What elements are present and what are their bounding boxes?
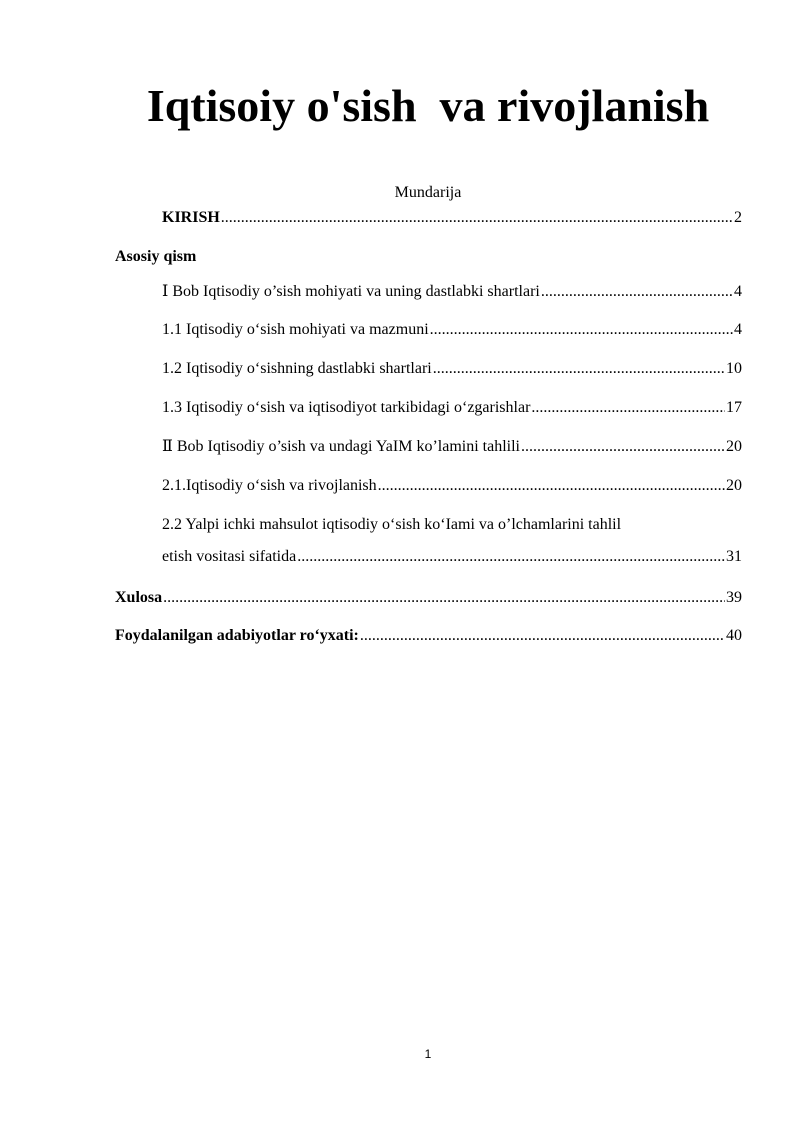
toc-entry-page: 17: [726, 399, 742, 416]
dot-leader: [541, 282, 733, 302]
dot-leader: [360, 626, 725, 646]
toc-entry-label: KIRISH: [162, 209, 220, 226]
toc-entry-page: 4: [734, 283, 742, 300]
dot-leader: [521, 437, 725, 457]
toc-heading: Mundarija: [394, 184, 462, 201]
toc-entry-chapter-2[interactable]: [162, 437, 742, 457]
toc-entry-page: 2: [734, 209, 742, 226]
toc-entry-page: 20: [726, 438, 742, 455]
toc-entry-1-2[interactable]: [162, 359, 742, 379]
dot-leader: [433, 359, 725, 379]
dot-leader: [221, 208, 733, 228]
toc-entry-label: 1.3 Iqtisodiy o‘sish va iqtisodiyot tarkibidagi o‘zgarishlar: [162, 399, 531, 416]
dot-leader: [430, 320, 733, 340]
toc-entry-label: Foydalanilgan adabiyotlar ro‘yxati:: [115, 627, 359, 644]
toc-entry-2-2[interactable]: [162, 547, 742, 567]
toc-entry-label: Ⅱ Bob Iqtisodiy o’sish va undagi YaIM ko’lamini tahlili: [162, 438, 520, 455]
toc-entry-chapter-1[interactable]: [162, 282, 742, 302]
toc-entry-1-1[interactable]: [162, 320, 742, 340]
toc-entry-label: 1.2 Iqtisodiy o‘sishning dastlabki shartlari: [162, 360, 432, 377]
toc-entry-page: 20: [726, 477, 742, 494]
toc-entry-page: 10: [726, 360, 742, 377]
toc-entry-2-1[interactable]: [162, 476, 742, 496]
toc-entry-page: 4: [734, 321, 742, 338]
page-number: 1: [424, 1047, 432, 1061]
toc-entry-2-2-first-line[interactable]: 2.2 Yalpi ichki mahsulot iqtisodiy o‘sish ko‘Iami va o’lchamlarini tahlil: [162, 516, 622, 533]
toc-entry-kirish[interactable]: [162, 208, 742, 228]
toc-entry-adabiyotlar[interactable]: [115, 626, 742, 646]
toc-entry-page: 40: [726, 627, 742, 644]
document-title: Iqtisoiy o'sish va rivojlanish: [146, 80, 710, 131]
dot-leader: [378, 476, 725, 496]
toc-entry-xulosa[interactable]: [115, 588, 742, 608]
section-label-asosiy-qism: Asosiy qism: [115, 248, 197, 265]
toc-entry-label: Ⅰ Bob Iqtisodiy o’sish mohiyati va uning dastlabki shartlari: [162, 283, 540, 300]
toc-entry-page: 39: [726, 589, 742, 606]
dot-leader: [163, 588, 725, 608]
toc-entry-label: Xulosa: [115, 589, 163, 606]
toc-entry-page: 31: [726, 548, 742, 565]
toc-entry-label: etish vositasi sifatida: [162, 548, 297, 565]
toc-entry-label: 1.1 Iqtisodiy o‘sish mohiyati va mazmuni: [162, 321, 429, 338]
dot-leader: [531, 398, 725, 418]
toc-entry-1-3[interactable]: [162, 398, 742, 418]
toc-entry-label: 2.1.Iqtisodiy o‘sish va rivojlanish: [162, 477, 377, 494]
dot-leader: [297, 547, 725, 567]
